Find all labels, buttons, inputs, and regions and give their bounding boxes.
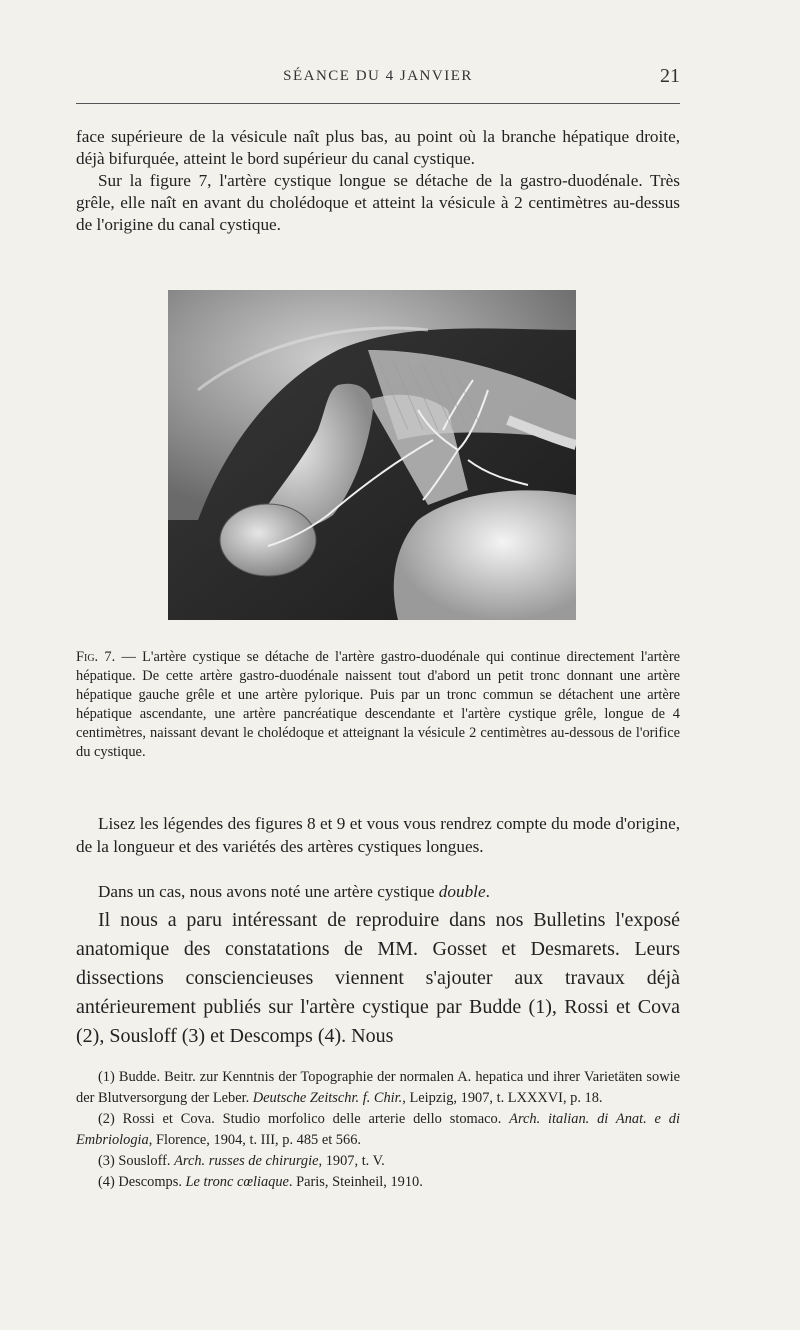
main-paragraph: Il nous a paru intéressant de reproduire dans nos Bulletins l'exposé anatomique des constatations de MM. Gosset et Desmarets. Leurs dissections consciencieuses viennent s'ajouter aux travaux déjà antérieurement publiés sur l'artère cystique par Budde (1), Rossi et Cova (2), Sousloff (3) et Descomps (4). Nous	[76, 909, 680, 1047]
figure-label: Fig. 7.	[76, 649, 116, 665]
illustration-drawing	[168, 290, 576, 620]
footnote-1-details: , Leipzig, 1907, t. LXXXVI, p. 18.	[402, 1090, 603, 1106]
footnote-2-text: (2) Rossi et Cova. Studio morfolico delle arterie dello stomaco.	[98, 1111, 510, 1127]
case-paragraph	[76, 880, 680, 903]
footnote-4-details: . Paris, Steinheil, 1910.	[288, 1174, 423, 1190]
footnote-2-details: , Florence, 1904, t. III, p. 485 et 566.	[148, 1132, 361, 1148]
footnote-3-text: (3) Sousloff.	[98, 1153, 175, 1169]
case-paragraph-emphasis: double	[438, 882, 486, 901]
figure-caption-text: — L'artère cystique se détache de l'artère gastro-duodénale qui continue directement l'artère hépatique. De cette artère gastro-duodénale naissent tout d'abord un petit tronc donnant une artère hépatique gauche grêle et une artère pylorique. Puis par un tronc commun se détachent une artère hépatique ascendante, une artère pancréatique descendante et l'artère cystique grêle, longue de 4 centimètres, naissant devant le cholédoque et atteignant la vésicule 2 centimètres au-dessous de l'orifice du cystique.	[76, 649, 680, 760]
intro-paragraph-2: Sur la figure 7, l'artère cystique longue se détache de la gastro-duodénale. Très grêle, elle naît en avant du cholédoque et atteint la vésicule à 2 centimètres au-dessus de l'origine du canal cystique.	[76, 171, 680, 234]
footnote-1-journal: Deutsche Zeitschr. f. Chir.	[252, 1090, 403, 1106]
footnote-4-title: Le tronc cœliaque	[185, 1174, 289, 1190]
page-number: 21	[660, 65, 680, 87]
footnote-3-details: , 1907, t. V.	[318, 1153, 385, 1169]
footnote-4-text: (4) Descomps.	[98, 1174, 186, 1190]
figure-caption	[76, 648, 680, 762]
footnote-1-text: (1) Budde. Beitr. zur Kenntnis der Topographie der normalen A. hepatica und ihrer Varietäten sowie der Blutversorgung der Leber.	[76, 1069, 680, 1106]
legend-paragraph-text: Lisez les légendes des figures 8 et 9 et vous vous rendrez compte du mode d'origine, de la longueur et des variétés des artères cystiques longues.	[76, 814, 680, 856]
footnote-3-journal: Arch. russes de chirurgie	[174, 1153, 319, 1169]
footnotes	[76, 1067, 680, 1193]
footnote-2	[76, 1109, 680, 1151]
anatomical-illustration	[168, 290, 576, 620]
header-rule	[76, 103, 680, 104]
case-paragraph-end: .	[485, 882, 490, 901]
running-header	[76, 65, 680, 92]
intro-paragraph-1: face supérieure de la vésicule naît plus bas, au point où la branche hépatique droite, déjà bifurquée, atteint le bord supérieur du canal cystique.	[76, 127, 680, 168]
intro-paragraphs	[76, 126, 680, 236]
legend-paragraph	[76, 812, 680, 858]
footnote-3	[76, 1151, 680, 1172]
footnote-2-journal: Arch. italian. di Anat. e di Embriologia	[76, 1111, 680, 1148]
footnote-4	[76, 1172, 680, 1193]
gallbladder-shape	[220, 504, 316, 576]
running-title: SÉANCE DU 4 JANVIER	[283, 68, 473, 84]
case-paragraph-start: Dans un cas, nous avons noté une artère cystique	[98, 882, 439, 901]
footnote-1	[76, 1067, 680, 1109]
